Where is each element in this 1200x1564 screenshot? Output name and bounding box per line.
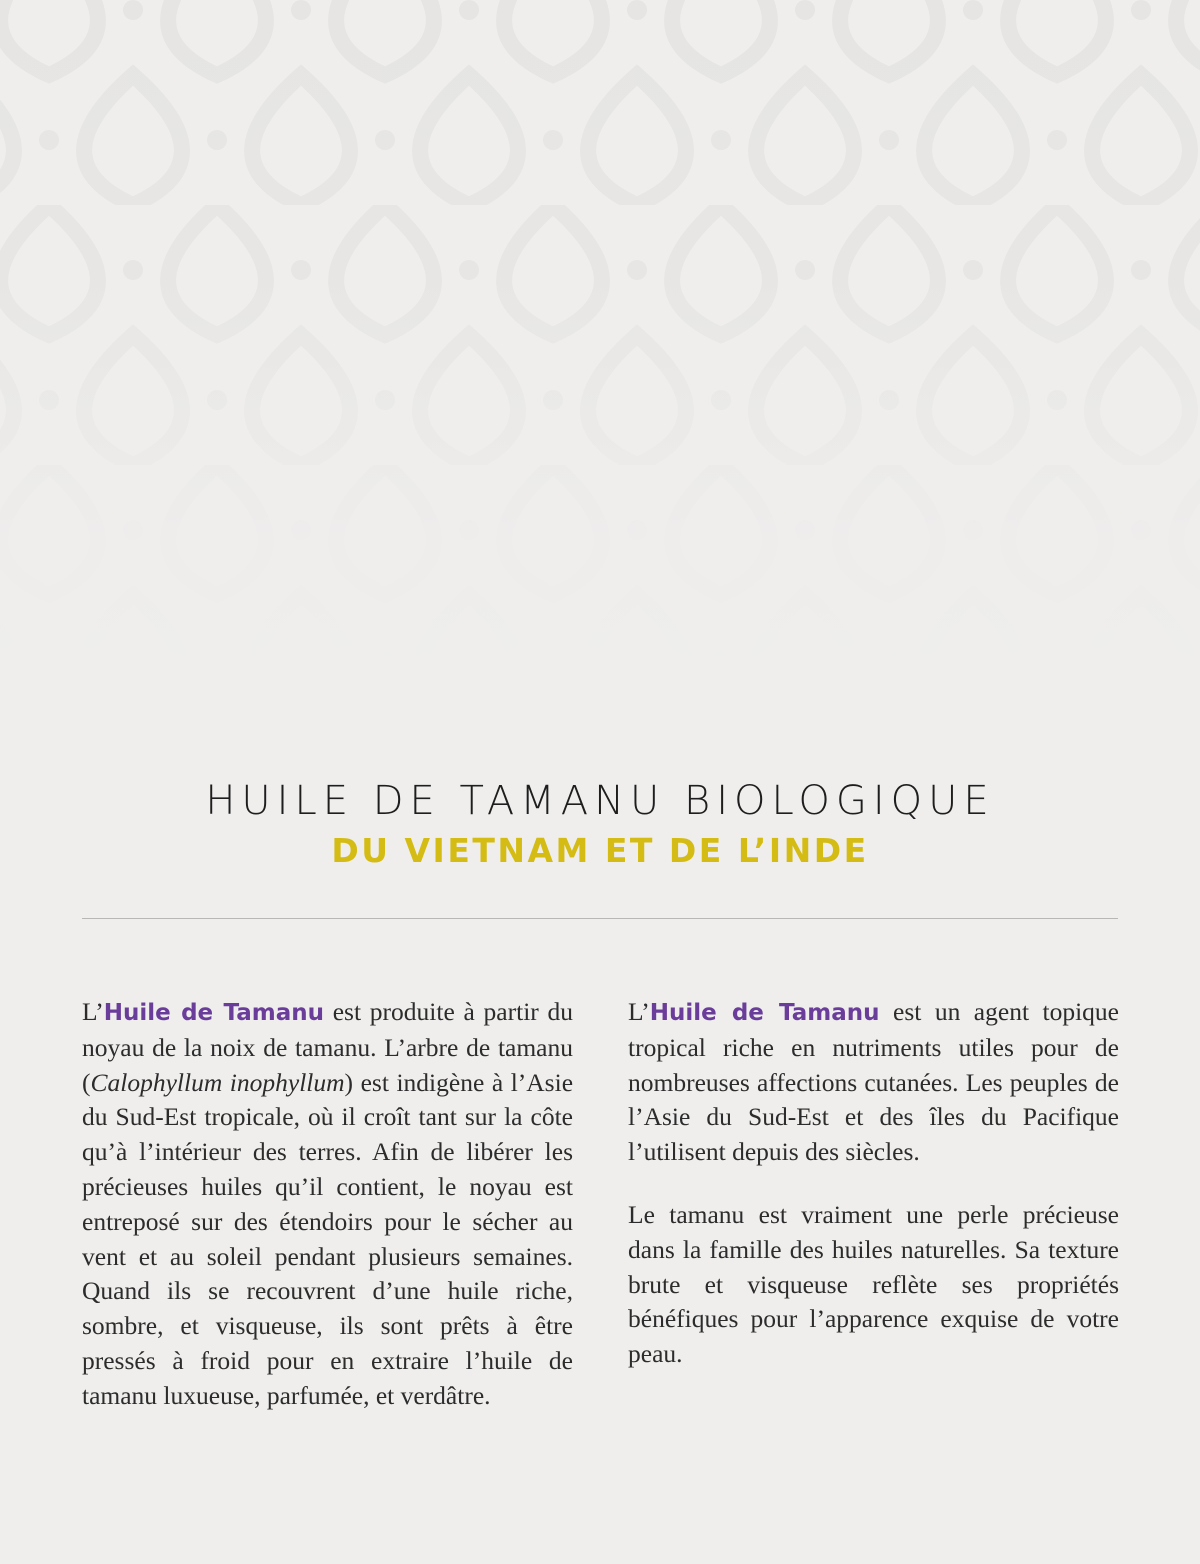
right-column — [628, 995, 1119, 1400]
product-name-highlight: Huile de Tamanu — [649, 1000, 880, 1026]
right-paragraph-1 — [628, 995, 1119, 1170]
divider — [82, 918, 1118, 919]
page-title: HUILE DE TAMANU BIOLOGIQUE — [205, 778, 995, 824]
background-ogee-pattern — [0, 0, 1200, 700]
left-text-a: est produite à partir du noyau de la noix de tamanu. L’arbre de tamanu ( — [82, 997, 573, 1097]
right-paragraph-2: Le tamanu est vraiment une perle précieuse dans la famille des huiles naturelles. Sa texture brute et visqueuse reflète ses propriétés bénéfiques pour l’apparence exquise de votre peau. — [628, 1199, 1119, 1369]
right-prefix: L’ — [628, 997, 650, 1026]
page-subtitle: DU VIETNAM ET DE L’INDE — [331, 831, 869, 870]
left-prefix: L’ — [82, 997, 104, 1026]
botanical-name: Calophyllum inophyllum — [90, 1067, 345, 1097]
product-name-highlight: Huile de Tamanu — [103, 1000, 324, 1026]
left-column — [82, 995, 573, 1442]
right-text-1: est un agent topique tropical riche en nutriments utiles pour de nombreuses affections cutanées. Les peuples de l’Asie du Sud-Est et des îles du Pacifique l’utilisent depuis des siècles. — [628, 997, 1119, 1167]
left-text-b: ) est indigène à l’Asie du Sud-Est tropicale, où il croît tant sur la côte qu’à l’intérieur des terres. Afin de libérer les précieuses huiles qu’il contient, le noyau est entreposé sur des étendoirs pour le sécher au vent et au soleil pendant plusieurs semaines. Quand ils se recouvrent d’une huile riche, sombre, et visqueuse, ils sont prêts à être pressés à froid pour en extraire l’huile de tamanu luxueuse, parfumée, et verdâtre. — [82, 1067, 574, 1410]
left-paragraph — [82, 995, 573, 1414]
